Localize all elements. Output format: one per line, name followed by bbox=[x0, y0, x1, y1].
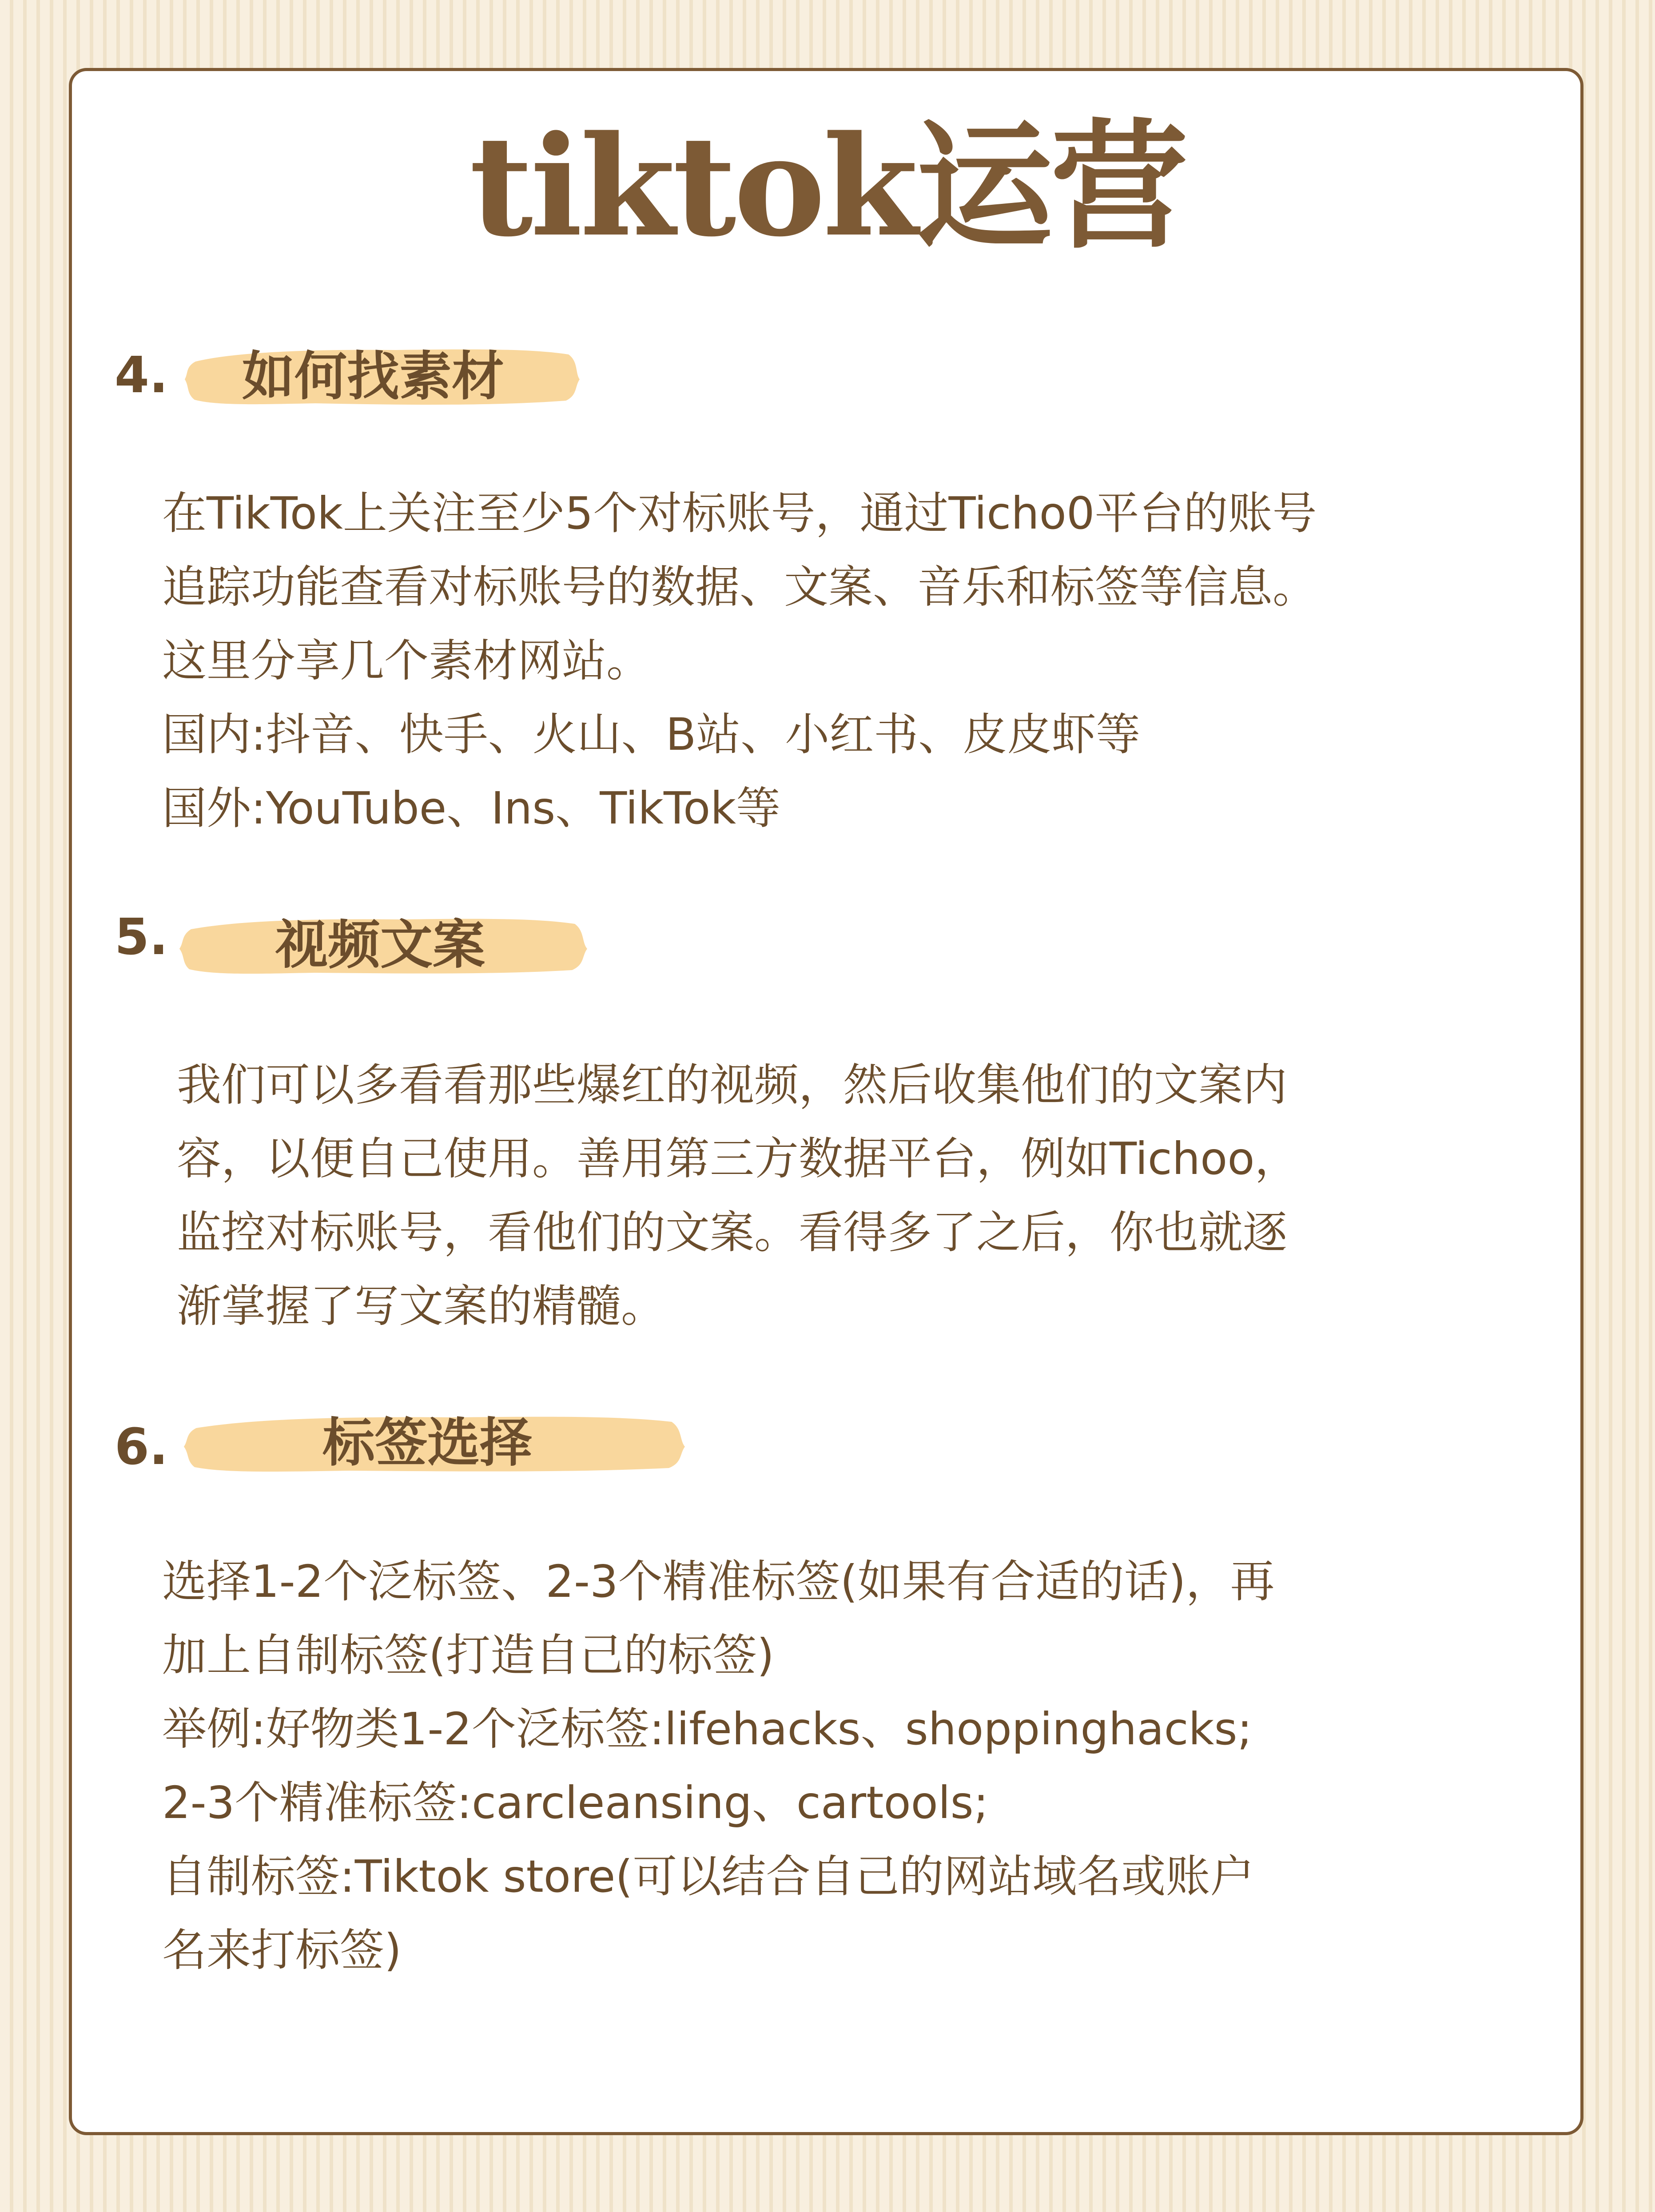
text-line: 自制标签:Tiktok store(可以结合自己的网站域名或账户 bbox=[162, 1850, 1255, 1902]
text-line: 2-3个精准标签:carcleansing、cartools; bbox=[162, 1777, 989, 1829]
text-line: 在TikTok上关注至少5个对标账号，通过Ticho0平台的账号 bbox=[162, 487, 1317, 539]
text-line: 渐掌握了写文案的精髓。 bbox=[177, 1280, 665, 1332]
text-line: 这里分享几个素材网站。 bbox=[162, 635, 651, 687]
section-number: 5. bbox=[115, 908, 168, 966]
section-number: 6. bbox=[115, 1418, 168, 1476]
section-heading: 视频文案 bbox=[275, 914, 485, 975]
text-line: 国外:YouTube、Ins、TikTok等 bbox=[162, 782, 781, 834]
section-heading-highlight bbox=[181, 1405, 688, 1480]
text-line: 名来打标签) bbox=[162, 1924, 402, 1976]
section-heading: 标签选择 bbox=[322, 1412, 533, 1473]
page-title: tiktok运营 bbox=[469, 106, 1186, 267]
section-body bbox=[162, 1545, 1275, 1987]
section-heading: 如何找素材 bbox=[242, 346, 505, 407]
text-line: 举例:好物类1-2个泛标签:lifehacks、shoppinghacks; bbox=[162, 1703, 1253, 1755]
text-line: 国内:抖音、快手、火山、B站、小红书、皮皮虾等 bbox=[162, 708, 1141, 760]
text-line: 我们可以多看看那些爆红的视频，然后收集他们的文案内 bbox=[177, 1059, 1287, 1111]
text-line: 加上自制标签(打造自己的标签) bbox=[162, 1629, 775, 1681]
text-line: 监控对标账号，看他们的文案。看得多了之后，你也就逐 bbox=[177, 1206, 1287, 1258]
section-heading-highlight bbox=[182, 338, 582, 414]
section-body bbox=[177, 1048, 1299, 1343]
text-line: 容，以便自己使用。善用第三方数据平台，例如Tichoo， bbox=[177, 1133, 1299, 1185]
section-body bbox=[162, 477, 1317, 845]
text-line: 选择1-2个泛标签、2-3个精准标签(如果有合适的话)，再 bbox=[162, 1556, 1275, 1607]
section-number: 4. bbox=[115, 346, 168, 404]
section-heading-highlight bbox=[177, 907, 590, 983]
text-line: 追踪功能查看对标账号的数据、文案、音乐和标签等信息。 bbox=[162, 561, 1317, 613]
